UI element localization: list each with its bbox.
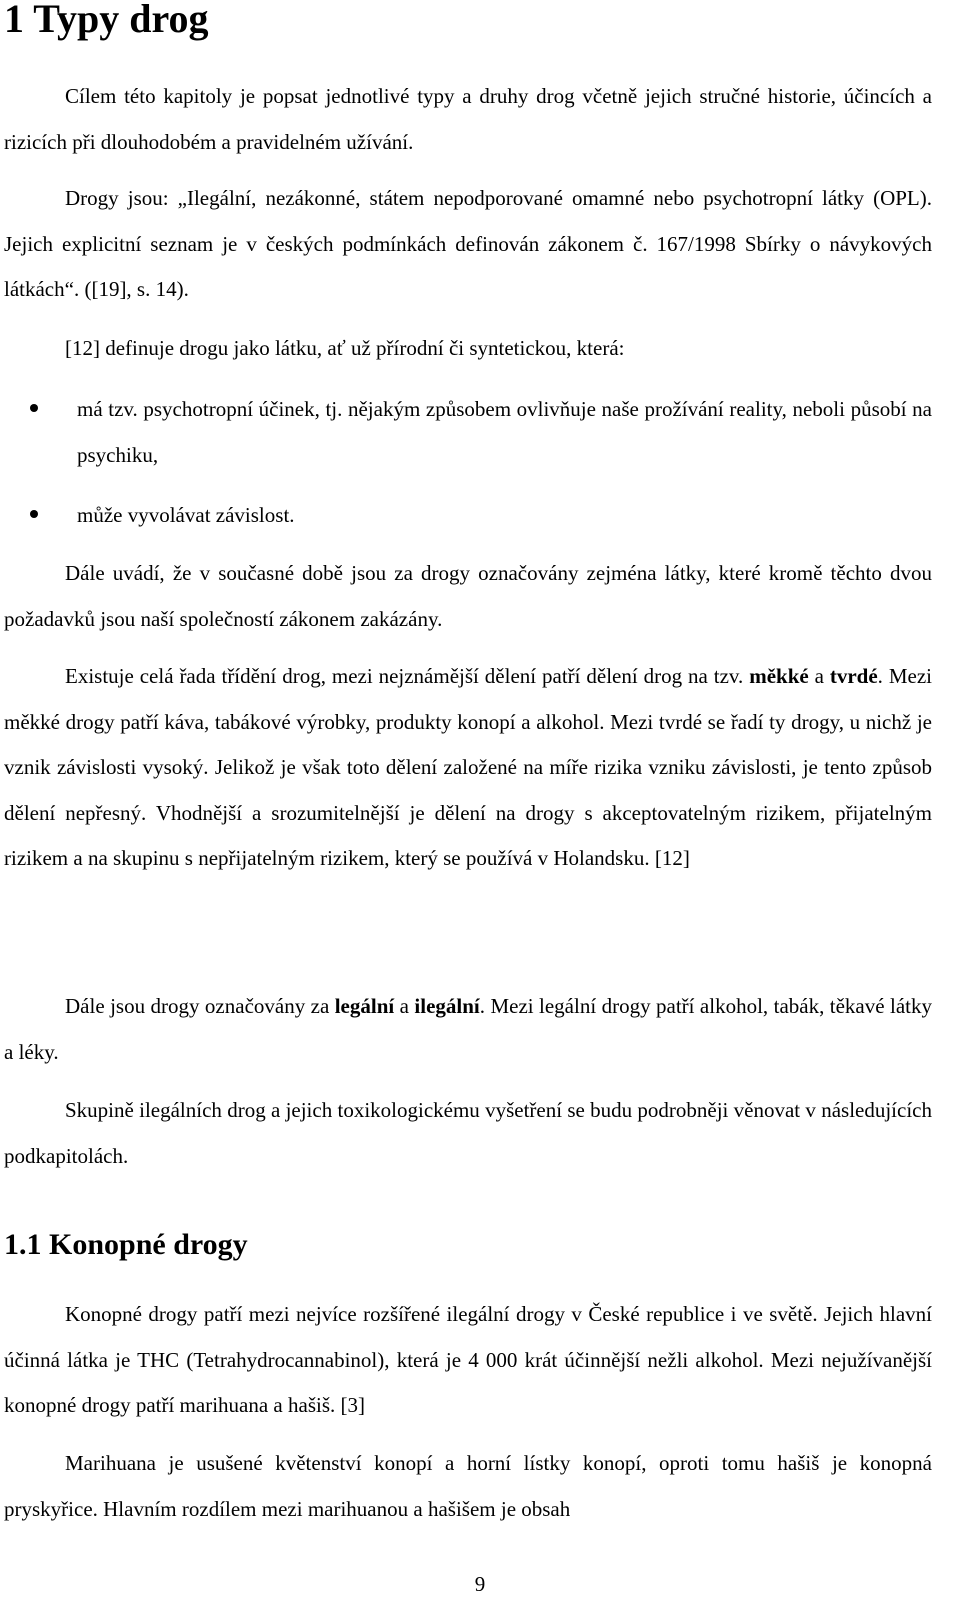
definition-paragraph: Drogy jsou: „Ilegální, nezákonné, státem nepodporované omamné nebo psychotropní látky (OPL). Jejich explicitní seznam je v českých podmínkách definován zákonem č. 167/1998 Sbírky o návykových látkách“. ([19], s. 14). (4, 186, 932, 301)
bullet-icon (30, 510, 38, 518)
cannabis-paragraph: Konopné drogy patří mezi nejvíce rozšířené ilegální drogy v České republice i ve světě. Jejich hlavní účinná látka je THC (Tetrahydrocannabinol), která je 4 000 krát účinnější nežli alkohol. Mezi nejužívanější konopné drogy patří marihuana a hašiš. [3] (4, 1302, 932, 1417)
next-chapters-paragraph: Skupině ilegálních drog a jejich toxikologickému vyšetření se budu podrobněji věnovat v následujících podkapitolách. (4, 1098, 932, 1168)
soft-drugs-term: měkké (749, 664, 809, 688)
chapter-title: 1 Typy drog (4, 0, 209, 41)
list-item (30, 387, 932, 478)
section-title: 1.1 Konopné drogy (4, 1228, 248, 1261)
marijuana-paragraph: Marihuana je usušené květenství konopí a horní lístky konopí, oproti tomu hašiš je konopná pryskyřice. Hlavním rozdílem mezi marihuanou a hašišem je obsah (4, 1451, 932, 1521)
list-item-text: má tzv. psychotropní účinek, tj. nějakým způsobem ovlivňuje naše prožívání reality, neboli působí na psychiku, (77, 397, 932, 467)
legal-term: legální (334, 994, 395, 1018)
page-number: 9 (474, 1572, 486, 1596)
list-item (30, 493, 932, 539)
hard-drugs-term: tvrdé (829, 664, 878, 688)
intro-paragraph: Cílem této kapitoly je popsat jednotlivé typy a druhy drog včetně jejich stručné historie, účincích a rizicích při dlouhodobém a pravidelném užívání. (4, 84, 932, 154)
illegal-term: ilegální (414, 994, 480, 1018)
definition-lead: [12] definuje drogu jako látku, ať už přírodní či syntetickou, která: (65, 336, 625, 360)
list-item-text: může vyvolávat závislost. (77, 503, 295, 527)
illegal-drugs-paragraph: Dále uvádí, že v současné době jsou za drogy označovány zejména látky, které kromě těchto dvou požadavků jsou naší společností zákonem zakázány. (4, 561, 932, 631)
classification-paragraph: Existuje celá řada třídění drog, mezi nejznámější dělení patří dělení drog na tzv. měkké a tvrdé. Mezi měkké drogy patří káva, tabákové výrobky, produkty konopí a alkohol. Mezi tvrdé se řadí ty drogy, u nichž je vznik závislosti vysoký. Jelikož je však toto dělení založené na míře rizika vzniku závislosti, je tento způsob dělení nepřesný. Vhodnější a srozumitelnější je dělení na drogy s akceptovatelným rizikem, přijatelným rizikem a na skupinu s nepřijatelným rizikem, který se používá v Holandsku. [12] (4, 664, 932, 870)
bullet-icon (30, 404, 38, 412)
legality-paragraph: Dále jsou drogy označovány za legální a ilegální. Mezi legální drogy patří alkohol, tabák, těkavé látky a léky. (4, 994, 932, 1064)
